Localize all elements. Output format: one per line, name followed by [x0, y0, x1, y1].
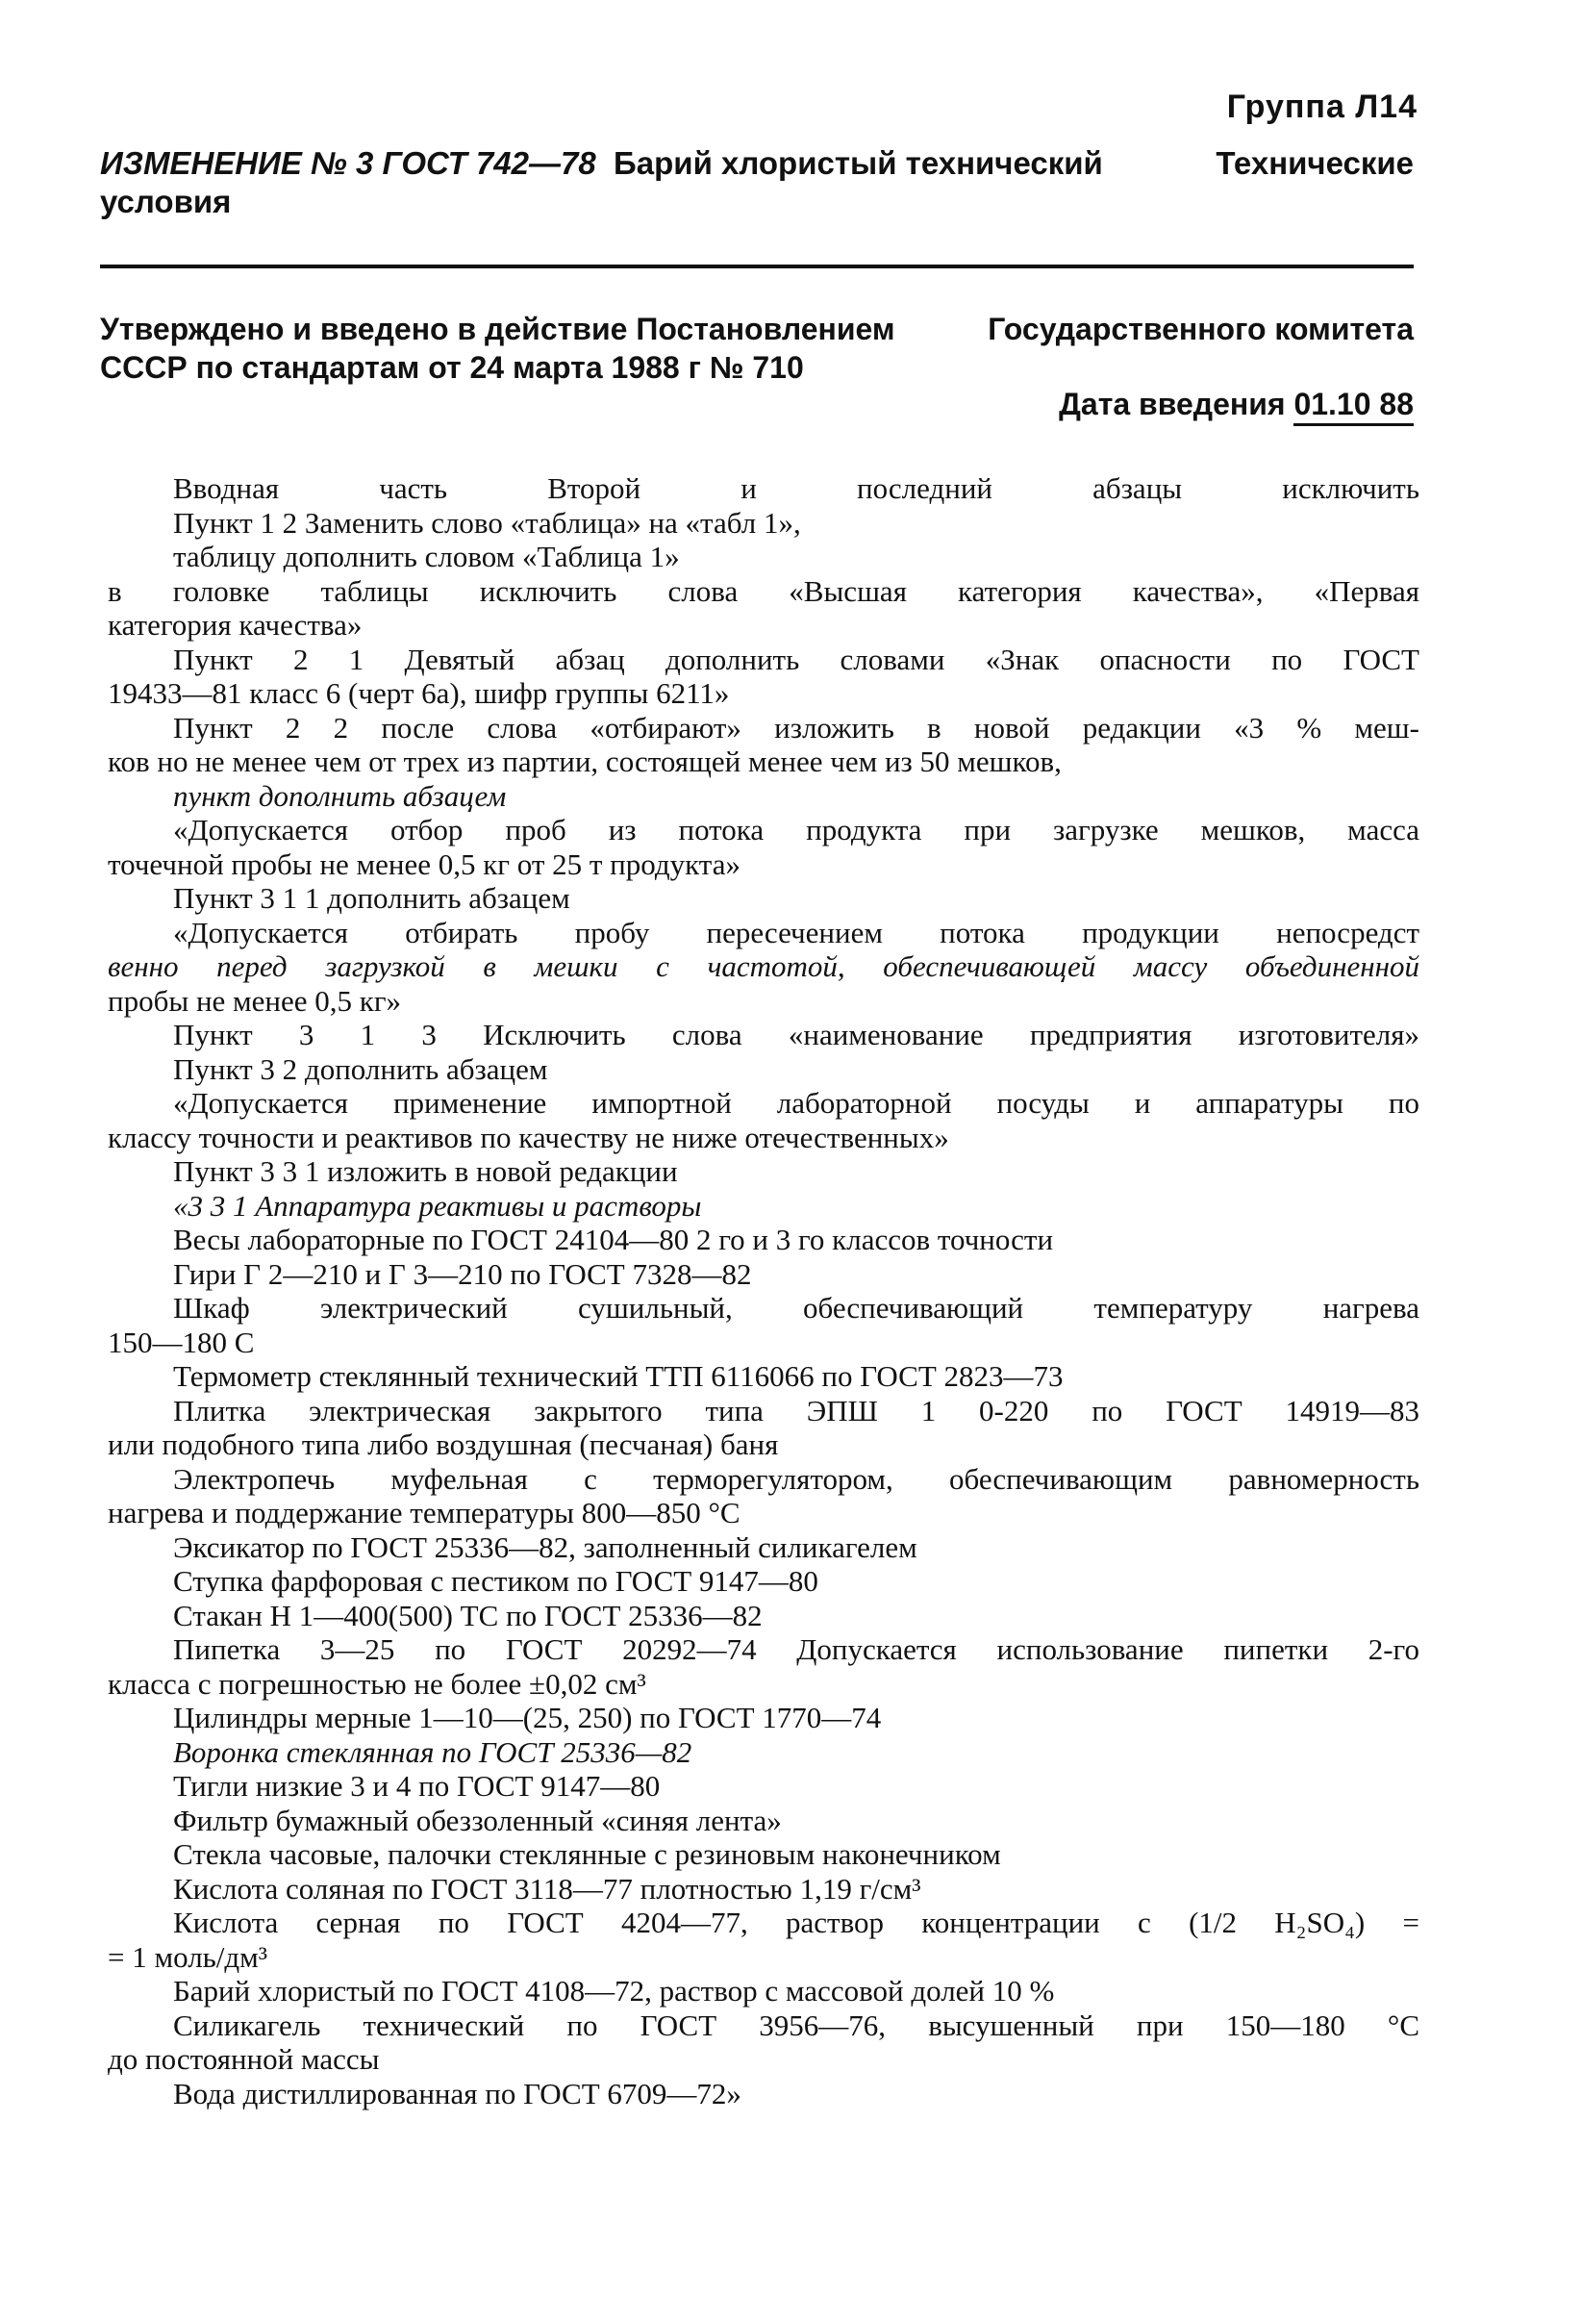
text-line: до постоянной массы: [108, 2042, 380, 2076]
text-line: Стекла часовые, палочки стеклянные с резиновым наконечником: [173, 1837, 1001, 1871]
text-line: в головке таблицы исключить слова «Высшая категория качества», «Первая: [108, 573, 1419, 608]
text-line: или подобного типа либо воздушная (песчаная) баня: [108, 1427, 779, 1461]
text-line: Пункт 3 2 дополнить абзацем: [173, 1051, 548, 1086]
text-line: 150—180 С: [108, 1325, 255, 1359]
text-line: Вода дистиллированная по ГОСТ 6709—72»: [173, 2076, 741, 2110]
text-line: Гири Г 2—210 и Г 3—210 по ГОСТ 7328—82: [173, 1256, 752, 1291]
text-line: Вводная часть Второй и последний абзацы исключить: [173, 471, 1419, 505]
text-line: Пункт 2 2 после слова «отбирают» изложить в новой редакции «3 % меш-: [173, 710, 1419, 745]
text-line: Весы лабораторные по ГОСТ 24104—80 2 го и 3 го классов точности: [173, 1223, 1054, 1256]
intro-date: [1059, 387, 1414, 422]
text-line: класса с погрешностью не более ±0,02 см³: [108, 1666, 646, 1701]
text-line: Термометр стеклянный технический ТТП 6116066 по ГОСТ 2823—73: [173, 1359, 1064, 1393]
text-line: Ступка фарфоровая с пестиком по ГОСТ 9147—80: [173, 1564, 818, 1598]
text-line: Кислота серная по ГОСТ 4204—77, раствор концентрации с (1/2 H₂SO₄) =: [173, 1906, 1419, 1939]
text-line: 19433—81 класс 6 (черт 6а), шифр группы 6211»: [108, 676, 730, 710]
text-line: венно перед загрузкой в мешки с частотой, обеспечивающей массу объединенной: [108, 949, 1419, 983]
approval-line2: СССР по стандартам от 24 марта 1988 г № 710: [100, 350, 804, 385]
text-line: пункт дополнить абзацем: [173, 778, 507, 813]
text-line: «Допускается отбор проб из потока продукта при загрузке мешков, масса: [173, 813, 1419, 846]
approval-right: Государственного комитета: [988, 312, 1414, 346]
text-line: Шкаф электрический сушильный, обеспечивающий температуру нагрева: [173, 1291, 1419, 1325]
text-line: ков но не менее чем от трех из партии, состоящей менее чем из 50 мешков,: [108, 745, 1062, 778]
text-line: Эксикатор по ГОСТ 25336—82, заполненный силикагелем: [173, 1529, 917, 1564]
text-line: Стакан Н 1—400(500) ТС по ГОСТ 25336—82: [173, 1598, 763, 1632]
text-line: точечной пробы не менее 0,5 кг от 25 т продукта»: [108, 846, 740, 881]
text-line: Фильтр бумажный обеззоленный «синяя лента»: [173, 1803, 782, 1837]
text-line: Плитка электрическая закрытого типа ЭПШ 1 0-220 по ГОСТ 14919—83: [173, 1393, 1419, 1427]
text-line: Тигли низкие 3 и 4 по ГОСТ 9147—80: [173, 1769, 661, 1803]
text-line: Пункт 3 1 3 Исключить слова «наименование предприятия изготовителя»: [173, 1018, 1419, 1051]
text-line: Пункт 3 1 1 дополнить абзацем: [173, 881, 570, 915]
intro-date-label: Дата введения: [1059, 387, 1286, 421]
standard-title-right: Технические: [1216, 145, 1414, 181]
text-line: = 1 моль/дм³: [108, 1939, 268, 1974]
text-line: пробы не менее 0,5 кг»: [108, 983, 402, 1018]
text-line: Пункт 2 1 Девятый абзац дополнить словами «Знак опасности по ГОСТ: [173, 642, 1419, 676]
text-line: Силикагель технический по ГОСТ 3956—76, высушенный при 150—180 °С: [173, 2008, 1419, 2042]
text-line: «Допускается отбирать пробу пересечением потока продукции непосредст: [173, 915, 1419, 949]
text-line: Пункт 3 3 1 изложить в новой редакции: [173, 1154, 678, 1188]
text-line: Кислота соляная по ГОСТ 3118—77 плотностью 1,19 г/см³: [173, 1871, 921, 1906]
text-line: классу точности и реактивов по качеству не ниже отечественных»: [108, 1120, 949, 1154]
header-divider: [100, 265, 1414, 268]
text-line: Пипетка 3—25 по ГОСТ 20292—74 Допускается использование пипетки 2-го: [173, 1632, 1419, 1666]
standard-title: Барий хлористый технический: [614, 145, 1103, 181]
text-line: таблицу дополнить словом «Таблица 1»: [173, 540, 680, 573]
approval-left: Утверждено и введено в действие Постановлением: [100, 312, 895, 346]
approval-statement: [100, 310, 1414, 387]
text-line: Пункт 1 2 Заменить слово «таблица» на «табл 1»,: [173, 505, 801, 540]
text-line: нагрева и поддержание температуры 800—850 °С: [108, 1496, 740, 1529]
change-title: [100, 144, 1414, 221]
text-line: категория качества»: [108, 608, 363, 642]
text-line: Электропечь муфельная с терморегулятором, обеспечивающим равномерность: [173, 1461, 1419, 1496]
text-line: «3 3 1 Аппаратура реактивы и растворы: [173, 1188, 702, 1223]
text-line: «Допускается применение импортной лабораторной посуды и аппаратуры по: [173, 1086, 1419, 1120]
document-body: [108, 471, 1419, 2110]
group-code: Группа Л14: [1226, 88, 1418, 125]
change-code: ИЗМЕНЕНИЕ № 3 ГОСТ 742—78: [100, 145, 596, 181]
intro-date-value: 01.10 88: [1293, 387, 1414, 426]
text-line: Барий хлористый по ГОСТ 4108—72, раствор с массовой долей 10 %: [173, 1974, 1055, 2008]
text-line: Цилиндры мерные 1—10—(25, 250) по ГОСТ 1770—74: [173, 1701, 882, 1734]
standard-title-cont: условия: [100, 184, 232, 219]
text-line: Воронка стеклянная по ГОСТ 25336—82: [173, 1734, 692, 1769]
